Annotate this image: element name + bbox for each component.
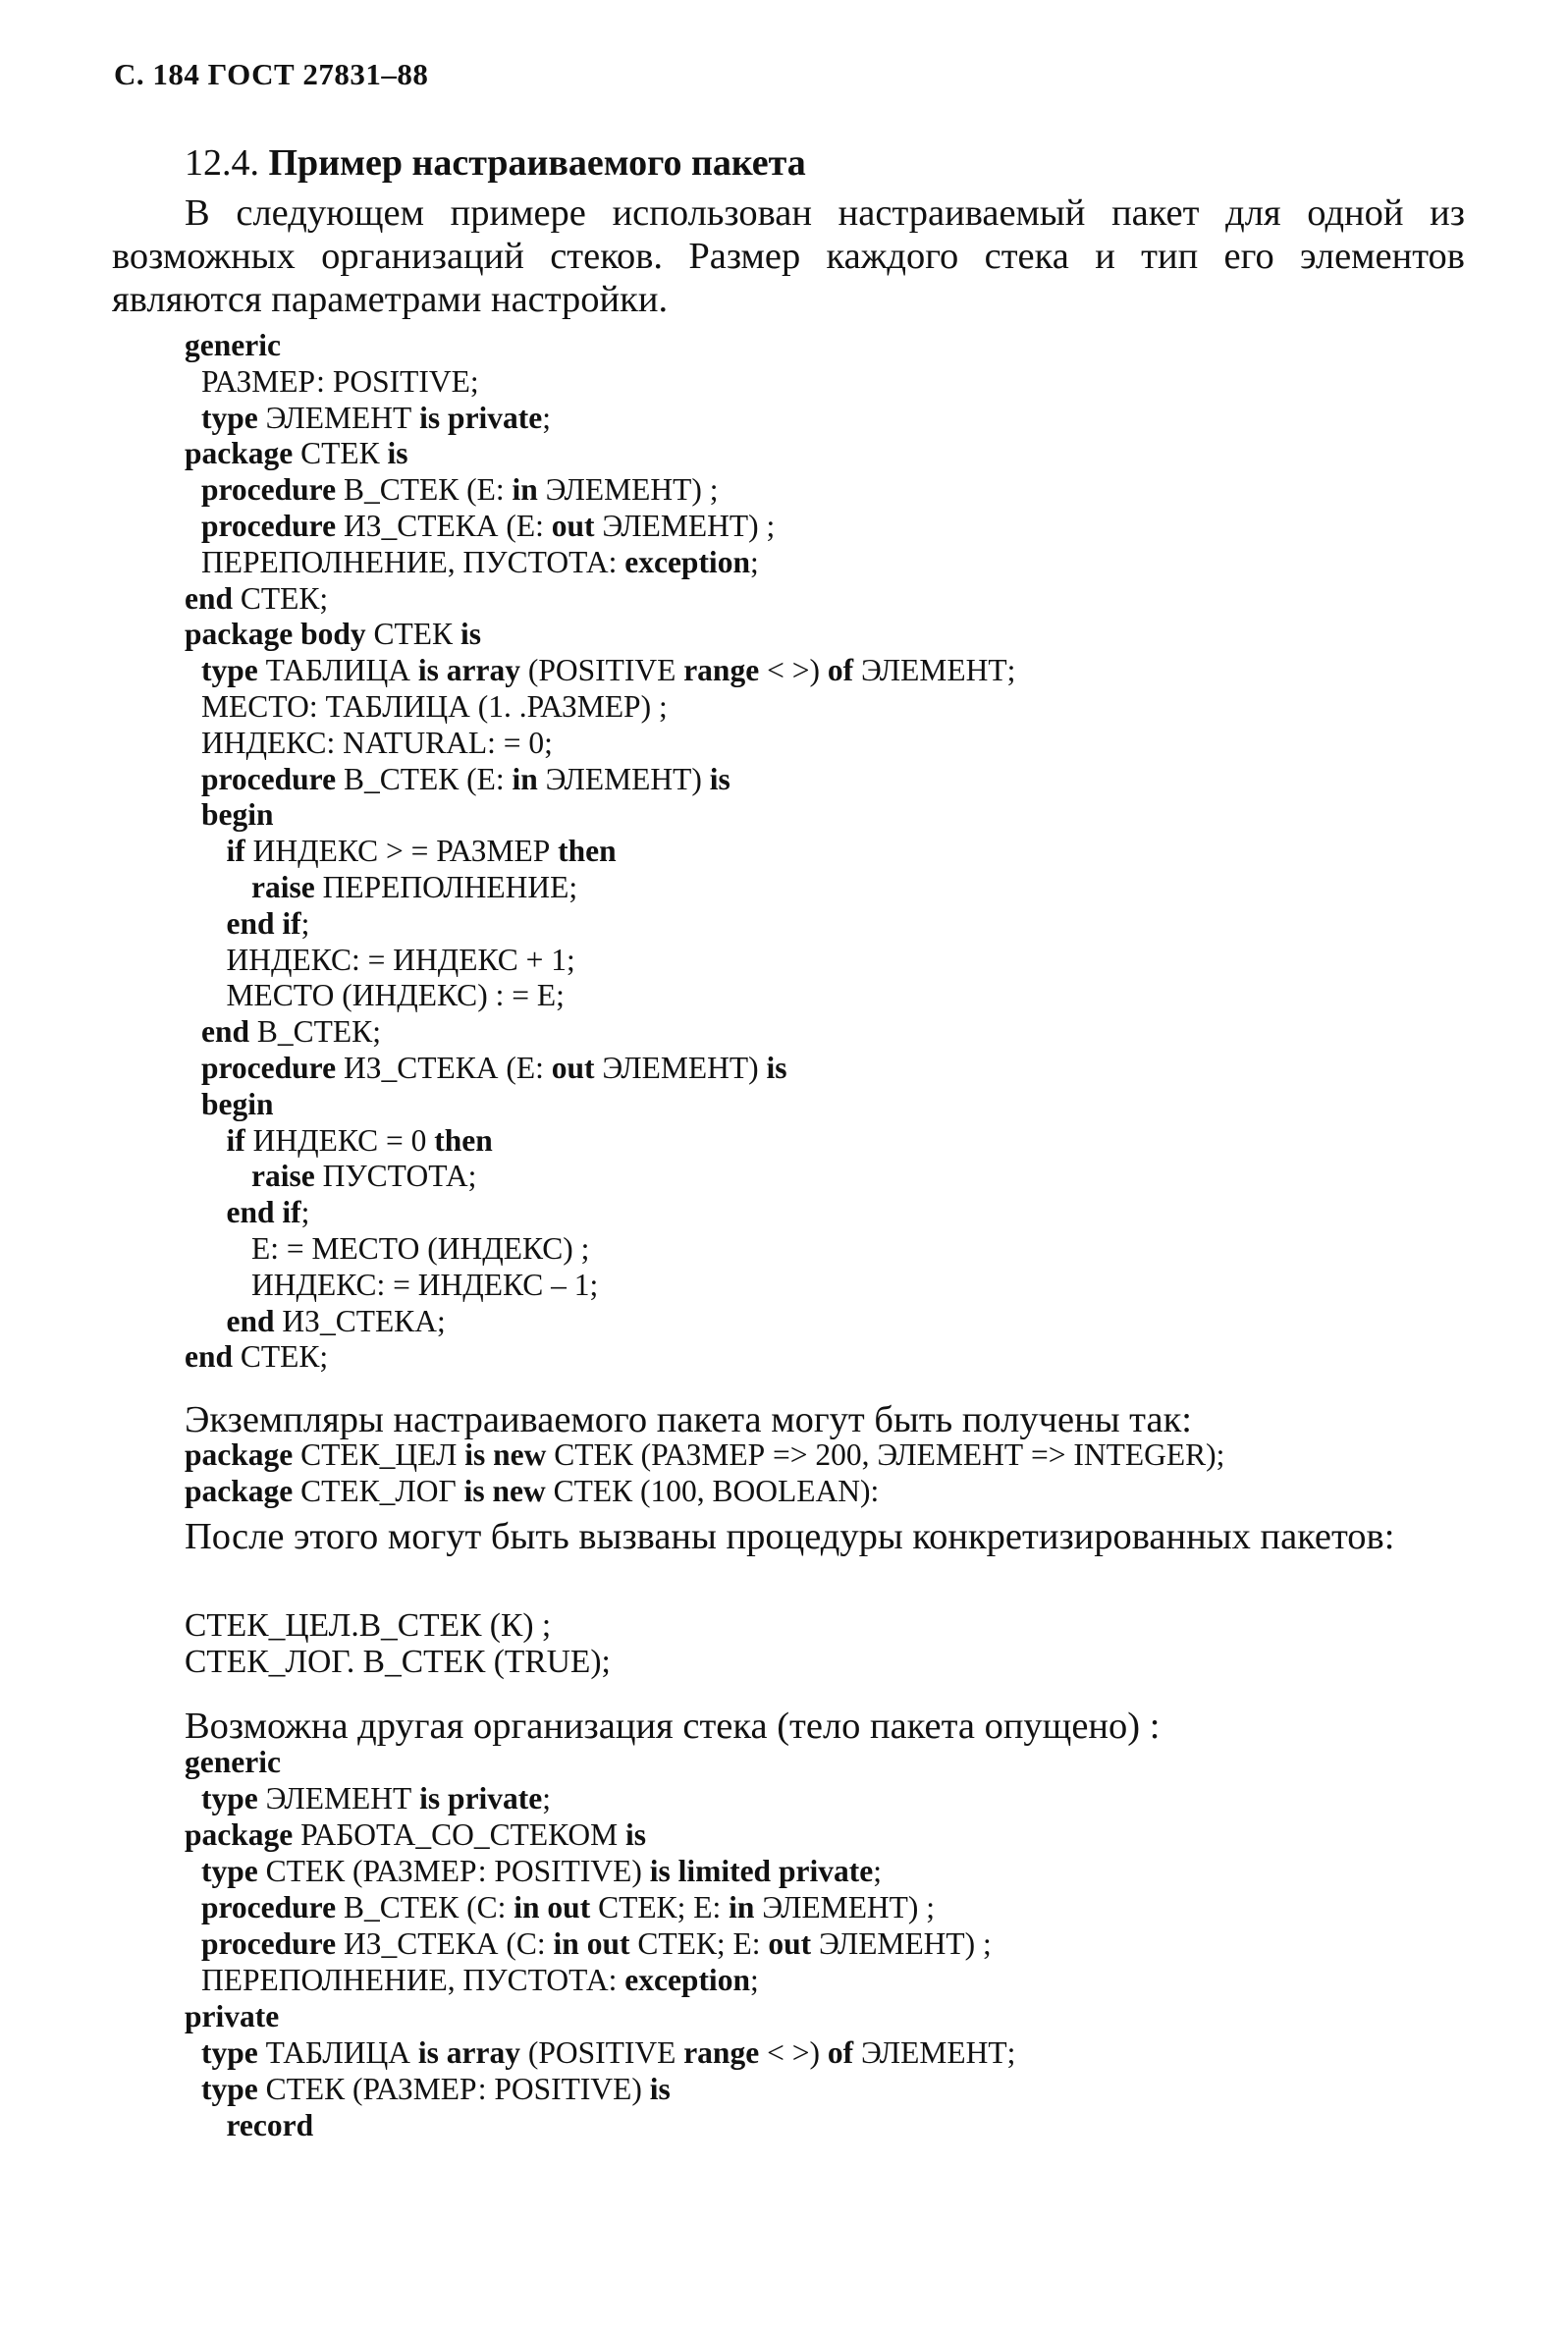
code-line: СТЕК_ЦЕЛ.В_СТЕК (К) ; <box>185 1607 552 1644</box>
page-header: С. 184 ГОСТ 27831–88 <box>114 57 429 91</box>
other-org-paragraph: Возможна другая организация стека (тело пакета опущено) : <box>185 1706 1161 1747</box>
code-line: type СТЕК (РАЗМЕР: POSITIVE) is <box>201 2072 671 2106</box>
code-line: end if; <box>226 1195 310 1230</box>
code-line: type ТАБЛИЦА is array (POSITIVE range < >) of ЭЛЕМЕНТ; <box>201 653 1016 688</box>
code-line: ИНДЕКС: NATURAL: = 0; <box>201 725 553 760</box>
section-number: 12.4. <box>185 142 259 184</box>
code-line: МЕСТО (ИНДЕКС) : = Е; <box>226 978 565 1013</box>
code-line: Е: = МЕСТО (ИНДЕКС) ; <box>251 1231 590 1266</box>
code-line: type ЭЛЕМЕНТ is private; <box>201 400 552 435</box>
code-line: РАЗМЕР: POSITIVE; <box>201 363 479 399</box>
code-line: type ЭЛЕМЕНТ is private; <box>201 1781 552 1815</box>
code-line: type ТАБЛИЦА is array (POSITIVE range < >) of ЭЛЕМЕНТ; <box>201 2035 1016 2070</box>
code-line: end СТЕК; <box>185 1339 329 1375</box>
code-line: end СТЕК; <box>185 580 329 616</box>
code-line: ПЕРЕПОЛНЕНИЕ, ПУСТОТА: exception; <box>201 1963 759 1997</box>
instances-paragraph: Экземпляры настраиваемого пакета могут быть получены так: <box>185 1399 1192 1440</box>
code-line: generic <box>185 328 281 362</box>
code-line: procedure ИЗ_СТЕКА (Е: out ЭЛЕМЕНТ) is <box>201 1051 787 1085</box>
code-line: raise ПЕРЕПОЛНЕНИЕ; <box>251 870 578 904</box>
code-line: procedure В_СТЕК (Е: in ЭЛЕМЕНТ) is <box>201 761 730 796</box>
intro-paragraph: В следующем примере использован настраиваемый пакет для одной из возможных организаций стеков. Размер каждого стека и тип его элементов являются параметрами настройки. <box>112 192 1465 320</box>
code-line: generic <box>185 1745 281 1779</box>
code-line: package СТЕК_ЦЕЛ is new СТЕК (РАЗМЕР => 200, ЭЛЕМЕНТ => INTEGER); <box>185 1437 1225 1472</box>
code-line: end if; <box>226 905 310 941</box>
code-line: if ИНДЕКС > = РАЗМЕР then <box>226 834 617 869</box>
code-line: procedure ИЗ_СТЕКА (С: in out СТЕК; Е: out ЭЛЕМЕНТ) ; <box>201 1926 992 1961</box>
code-line: raise ПУСТОТА; <box>251 1159 477 1194</box>
code-line: procedure ИЗ_СТЕКА (Е: out ЭЛЕМЕНТ) ; <box>201 509 776 543</box>
code-line: procedure В_СТЕК (Е: in ЭЛЕМЕНТ) ; <box>201 472 719 508</box>
code-line: ИНДЕКС: = ИНДЕКС – 1; <box>251 1267 599 1302</box>
code-line: type СТЕК (РАЗМЕР: POSITIVE) is limited private; <box>201 1854 882 1888</box>
code-line: if ИНДЕКС = 0 then <box>226 1122 493 1158</box>
code-line: begin <box>201 797 274 833</box>
after-paragraph: После этого могут быть вызваны процедуры конкретизированных пакетов: <box>185 1516 1395 1557</box>
section-heading <box>185 141 806 185</box>
code-line: package СТЕК is <box>185 436 408 471</box>
code-line: ИНДЕКС: = ИНДЕКС + 1; <box>226 942 575 977</box>
code-line: record <box>226 2108 314 2142</box>
code-line: package body СТЕК is <box>185 617 481 652</box>
code-line: ПЕРЕПОЛНЕНИЕ, ПУСТОТА: exception; <box>201 544 759 579</box>
code-line: package СТЕК_ЛОГ is new СТЕК (100, BOOLEAN): <box>185 1474 880 1508</box>
code-line: begin <box>201 1086 274 1121</box>
code-line: end В_СТЕК; <box>201 1014 381 1050</box>
code-line: СТЕК_ЛОГ. В_СТЕК (TRUE); <box>185 1644 611 1680</box>
code-line: private <box>185 1999 280 2033</box>
code-line: end ИЗ_СТЕКА; <box>226 1303 446 1338</box>
code-line: package РАБОТА_СО_СТЕКОМ is <box>185 1817 647 1852</box>
section-title: Пример настраиваемого пакета <box>268 142 806 184</box>
code-line: МЕСТО: ТАБЛИЦА (1. .РАЗМЕР) ; <box>201 689 668 724</box>
code-line: procedure В_СТЕК (С: in out СТЕК; Е: in ЭЛЕМЕНТ) ; <box>201 1890 936 1924</box>
